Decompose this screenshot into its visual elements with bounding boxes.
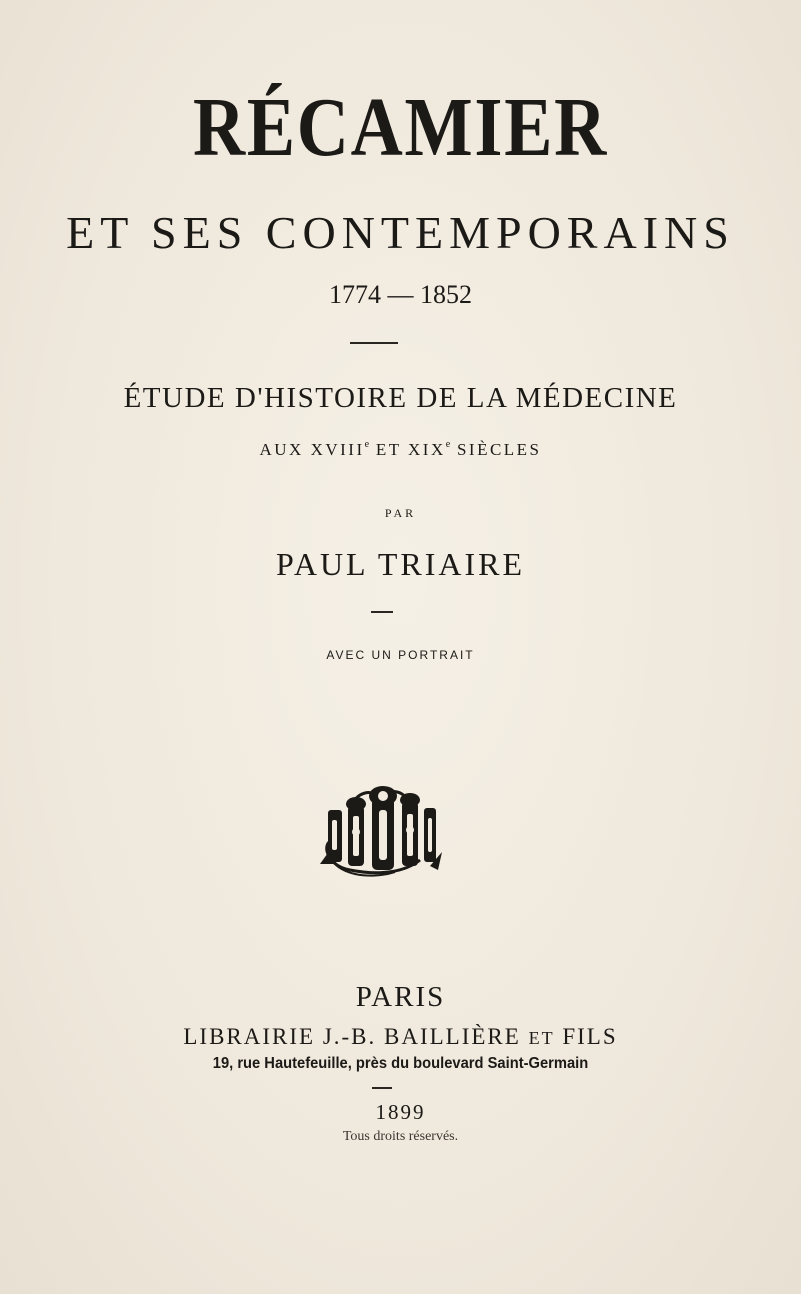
divider-rule-short: [371, 611, 393, 613]
centuries-aux: AUX XVIII: [259, 440, 365, 459]
publisher-monogram-icon: [310, 780, 460, 880]
publisher-fils: FILS: [562, 1024, 618, 1049]
centuries-line: [0, 440, 801, 458]
by-label: PAR: [384, 506, 417, 520]
author-name: PAUL TRIAIRE: [275, 546, 526, 582]
divider-rule: [350, 342, 398, 344]
centuries-sup-1: e: [364, 439, 370, 450]
centuries-et: ET XIX: [369, 440, 446, 459]
book-title: RÉCAMIER: [192, 81, 609, 174]
study-subtitle: ÉTUDE D'HISTOIRE DE LA MÉDECINE: [123, 382, 678, 414]
publisher-line: [0, 1025, 801, 1048]
centuries-sup-2: e: [445, 439, 451, 450]
publisher-address: 19, rue Hautefeuille, près du boulevard Saint-Germain: [212, 1055, 589, 1072]
life-dates: 1774 — 1852: [329, 280, 472, 309]
publisher-et: ET: [528, 1028, 555, 1048]
portrait-note: AVEC UN PORTRAIT: [326, 648, 475, 662]
publisher-name: LIBRAIRIE J.-B. BAILLIÈRE: [183, 1024, 521, 1049]
publication-year: 1899: [375, 1100, 426, 1124]
centuries-siecles: SIÈCLES: [450, 440, 542, 459]
rights-notice: Tous droits réservés.: [342, 1129, 459, 1144]
divider-rule-bottom: [372, 1087, 392, 1089]
book-subtitle: ET SES CONTEMPORAINS: [66, 207, 735, 258]
publication-city: PARIS: [355, 981, 446, 1013]
